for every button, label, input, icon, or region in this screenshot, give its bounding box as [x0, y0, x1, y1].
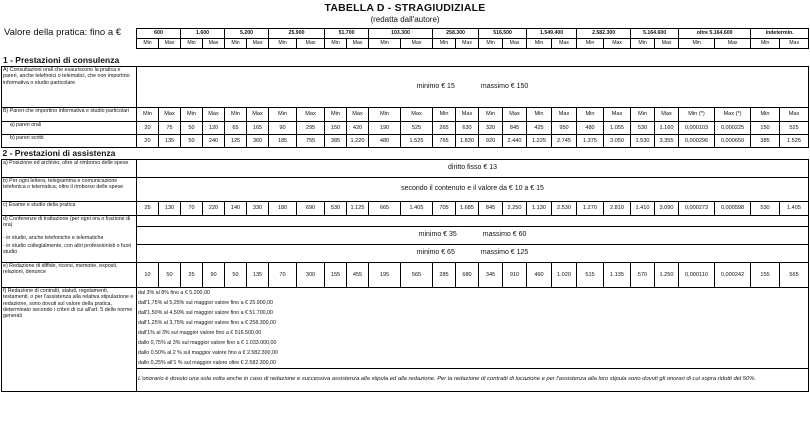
min-header: Min: [325, 108, 347, 122]
value-cell: 0,000225: [715, 122, 751, 135]
blank-cell: [137, 216, 809, 227]
min-header: Min: [369, 39, 401, 49]
row-consultazioni: [2, 67, 809, 108]
rate-text: dall'1,25% al 3,75% sul maggior valore fino a € 258.300,00: [137, 318, 809, 328]
value-cell: 190: [369, 122, 401, 135]
min-header: Min: [269, 108, 297, 122]
max-header: Max: [552, 108, 577, 122]
max-header: Max: [780, 39, 809, 49]
span-text: minimo € 35: [418, 231, 457, 239]
value-cell: 50: [159, 263, 181, 288]
conferenze-desc: d) Conferenze di trattazione (per ogni ora o frazione di ora): [3, 216, 131, 229]
value-cell: 20: [137, 135, 159, 148]
row-description: a) Posizione ed archivio, oltre al rimborso delle spese: [2, 160, 137, 178]
min-header: Min: [577, 39, 604, 49]
row-description: A) Consultazioni orali che esauriscono la pratica e pareri, anche telefonici o telematici, che non importino informativa o studio particolare: [2, 67, 137, 108]
value-cell: 755: [297, 135, 325, 148]
min-header: Min: [181, 39, 203, 49]
bracket-header: [136, 28, 809, 49]
value-cell: 950: [552, 122, 577, 135]
value-cell: 265: [433, 122, 456, 135]
value-cell: 150: [325, 122, 347, 135]
min-header: Min: [369, 108, 401, 122]
max-header: Max: [247, 39, 269, 49]
value-cell: 460: [527, 263, 552, 288]
value-cell: 0,000598: [715, 202, 751, 216]
row-contratti-rate: [2, 288, 809, 299]
tariff-table: [1, 66, 809, 392]
value-cell: 195: [369, 263, 401, 288]
value-cell: 565: [401, 263, 433, 288]
value-cell: 525: [401, 122, 433, 135]
value-cell: 845: [503, 122, 527, 135]
max-header: Max: [503, 39, 527, 49]
min-header: Min: [225, 39, 247, 49]
value-cell: 1.220: [347, 135, 369, 148]
value-cell: 1.405: [401, 202, 433, 216]
value-cell: 765: [433, 135, 456, 148]
min-header: Min: [751, 39, 780, 49]
value-cell: 125: [225, 135, 247, 148]
value-cell: 480: [369, 135, 401, 148]
value-cell: 420: [347, 122, 369, 135]
bracket-header-cell: 25.900: [269, 29, 325, 39]
value-cell: 680: [456, 263, 479, 288]
value-cell: 135: [159, 135, 181, 148]
value-cell: 530: [751, 202, 780, 216]
min-header: Min: [269, 39, 297, 49]
row-description: B) Pareri che importino informativa e studio particolari: [2, 108, 137, 122]
max-header: Max: [401, 108, 433, 122]
value-cell: 0,000110: [679, 263, 715, 288]
value-cell: 25: [137, 202, 159, 216]
value-cell: 150: [751, 122, 780, 135]
value-cell: 70: [269, 263, 297, 288]
value-cell: 2.745: [552, 135, 577, 148]
row-posizione-archivio: [2, 160, 809, 178]
value-cell: 65: [225, 122, 247, 135]
value-cell: 360: [247, 135, 269, 148]
row-pareri-scritti: [2, 135, 809, 148]
span-value: [137, 245, 809, 263]
value-cell: 3.355: [655, 135, 679, 148]
rate-text: dallo 0,75% al 3% sul maggior valore fino a € 1.033.000,00: [137, 338, 809, 348]
value-cell: 155: [751, 263, 780, 288]
conferenze-sub2: - in studio collegialmente, con altri professionisti o fuori studio: [3, 242, 132, 255]
max-header: Max: [456, 108, 479, 122]
value-cell: 515: [577, 263, 604, 288]
conferenze-sub1: - in studio, anche telefoniche e telematiche: [3, 234, 104, 241]
value-cell: 3.090: [655, 202, 679, 216]
max-header: Max: [401, 39, 433, 49]
value-cell: 1.375: [577, 135, 604, 148]
value-cell: 530: [631, 122, 655, 135]
value-cell: 1.525: [780, 135, 809, 148]
value-cell: 120: [203, 122, 225, 135]
bracket-header-cell: 1.549.400: [527, 29, 577, 39]
max-header: Max: [655, 39, 679, 49]
value-cell: 220: [203, 202, 225, 216]
max-header: Max: [715, 39, 751, 49]
max-header: Max: [159, 108, 181, 122]
span-value: [137, 227, 809, 245]
row-description: b) Per ogni lettera, telegramma e comunicazione telefonica o telematica, oltre il rimborso delle spese: [2, 178, 137, 202]
value-cell: 530: [325, 202, 347, 216]
value-cell: 565: [780, 263, 809, 288]
value-cell: 455: [347, 263, 369, 288]
min-header: Min: [433, 39, 456, 49]
value-cell: 1.225: [527, 135, 552, 148]
value-cell: 50: [181, 135, 203, 148]
value-cell: 0,000242: [715, 263, 751, 288]
value-cell: 295: [297, 122, 325, 135]
value-cell: 1.530: [631, 135, 655, 148]
value-cell: 1.270: [577, 202, 604, 216]
section-assistenza-title: 2 - Prestazioni di assistenza: [2, 147, 116, 158]
value-cell: 845: [479, 202, 503, 216]
span-text: minimo € 15: [416, 82, 455, 90]
value-cell: 165: [247, 122, 269, 135]
max-header: Max: [655, 108, 679, 122]
value-cell: 425: [527, 122, 552, 135]
page-subtitle: (redatta dall'autore): [370, 15, 440, 24]
rate-text: dallo 0,50% al 2 % sul maggior valore fino a € 2.582.300,00: [137, 348, 809, 358]
min-header: Min: [137, 39, 159, 49]
value-cell: 1.130: [527, 202, 552, 216]
span-value: [137, 178, 809, 202]
value-cell: 50: [181, 122, 203, 135]
value-cell: 2.440: [503, 135, 527, 148]
max-header: Max: [503, 108, 527, 122]
min-header: Min: [577, 108, 604, 122]
value-cell: 705: [433, 202, 456, 216]
value-cell: 130: [159, 202, 181, 216]
row-pareri: [2, 108, 809, 122]
bracket-header-cell: 103.300: [369, 29, 433, 39]
value-cell: 385: [751, 135, 780, 148]
value-cell: 330: [247, 202, 269, 216]
row-sublabel: a) pareri orali: [2, 122, 137, 135]
row-description: e) Redazione di diffide, ricorsi, memorie, esposti, relazioni, denunce: [2, 263, 137, 288]
row-esame-studio: [2, 202, 809, 216]
min-header: Min: [679, 39, 715, 49]
value-cell: 0,000296: [679, 135, 715, 148]
value-cell: 1.830: [456, 135, 479, 148]
value-cell: 285: [433, 263, 456, 288]
row-lettere: [2, 178, 809, 202]
span-value: [137, 67, 809, 108]
value-cell: 25: [181, 263, 203, 288]
max-header: Max: [297, 108, 325, 122]
row-description: [2, 216, 137, 263]
bracket-header-cell: 5.164.600: [631, 29, 679, 39]
value-cell: 1.125: [347, 202, 369, 216]
section-assistenza-row: [2, 148, 809, 160]
value-cell: 140: [225, 202, 247, 216]
value-cell: 2.810: [604, 202, 631, 216]
min-header: Min: [479, 39, 503, 49]
value-cell: 690: [297, 202, 325, 216]
max-header: Max: [604, 39, 631, 49]
value-cell: 10: [137, 263, 159, 288]
value-cell: 0,000273: [679, 202, 715, 216]
min-header: Min: [433, 108, 456, 122]
value-cell: 1.020: [552, 263, 577, 288]
max-header: Max: [780, 108, 809, 122]
value-cell: 1.685: [456, 202, 479, 216]
min-header: Min: [527, 108, 552, 122]
max-header: Max: [347, 108, 369, 122]
valore-label: Valore della pratica: fino a €: [4, 27, 122, 38]
span-text: secondo il contenuto e il valore da € 10 a € 15: [401, 185, 544, 193]
span-text: massimo € 125: [480, 249, 529, 257]
value-cell: 75: [159, 122, 181, 135]
min-header: Min: [631, 39, 655, 49]
min-header: Min (*): [679, 108, 715, 122]
value-cell: 1.055: [604, 122, 631, 135]
value-cell: 1.525: [401, 135, 433, 148]
bracket-header-cell: oltre 5.164.600: [679, 29, 751, 39]
rate-text: dal 3% al 8% fino a € 5.200,00: [137, 288, 809, 299]
max-header: Max: [552, 39, 577, 49]
value-cell: 300: [297, 263, 325, 288]
value-cell: 665: [369, 202, 401, 216]
value-cell: 1.135: [604, 263, 631, 288]
span-text: massimo € 60: [482, 231, 527, 239]
min-header: Min: [181, 108, 203, 122]
span-text: massimo € 150: [480, 82, 529, 90]
max-header: Max: [203, 108, 225, 122]
rate-text: dall'1,50% al 4,50% sul maggior valore fino a € 51.700,00: [137, 308, 809, 318]
min-header: Min: [325, 39, 347, 49]
span-text: minimo € 65: [416, 249, 455, 257]
bracket-header-cell: 1.600: [181, 29, 225, 39]
rate-text: dall'1% al 3% sul maggior valore fino a € 516.500,00: [137, 328, 809, 338]
value-cell: 135: [247, 263, 269, 288]
value-cell: 2.530: [552, 202, 577, 216]
rate-text: dallo 0,25% all'1 % sul maggior valore oltre € 2.582.300,00: [137, 358, 809, 369]
max-header: Max: [247, 108, 269, 122]
value-cell: 630: [456, 122, 479, 135]
value-cell: 910: [503, 263, 527, 288]
min-header: Min: [225, 108, 247, 122]
value-cell: 385: [325, 135, 347, 148]
value-cell: 50: [225, 263, 247, 288]
value-cell: 180: [269, 202, 297, 216]
value-cell: 3.050: [604, 135, 631, 148]
value-cell: 1.405: [780, 202, 809, 216]
value-cell: 240: [203, 135, 225, 148]
value-cell: 0,000103: [679, 122, 715, 135]
min-header: Min: [527, 39, 552, 49]
value-cell: 20: [137, 122, 159, 135]
bracket-header-cell: 516.500: [479, 29, 527, 39]
row-conferenze: [2, 216, 809, 227]
max-header: Max: [604, 108, 631, 122]
min-header: Min: [631, 108, 655, 122]
value-cell: 155: [325, 263, 347, 288]
bracket-header-cell: indetermin.: [751, 29, 809, 39]
row-sublabel: b) pareri scritti: [2, 135, 137, 148]
value-cell: 185: [269, 135, 297, 148]
section-consulenza-title: 1 - Prestazioni di consulenza: [3, 55, 120, 65]
value-cell: 90: [203, 263, 225, 288]
value-cell: 1.250: [655, 263, 679, 288]
row-redazione-diffide: [2, 263, 809, 288]
value-cell: 90: [269, 122, 297, 135]
value-cell: 0,000650: [715, 135, 751, 148]
span-value: [137, 160, 809, 178]
rate-text: dall'1,75% al 5,25% sul maggior valore fino a € 25.900,00: [137, 298, 809, 308]
max-header: Max: [159, 39, 181, 49]
value-cell: 920: [479, 135, 503, 148]
max-header: Max (*): [715, 108, 751, 122]
max-header: Max: [456, 39, 479, 49]
value-cell: 480: [577, 122, 604, 135]
row-pareri-orali: [2, 122, 809, 135]
value-cell: 70: [181, 202, 203, 216]
value-cell: 1.410: [631, 202, 655, 216]
min-header: Min: [751, 108, 780, 122]
page-title: TABELLA D - STRAGIUDIZIALE: [324, 2, 486, 14]
value-cell: 320: [479, 122, 503, 135]
bracket-header-cell: 51.700: [325, 29, 369, 39]
span-text: diritto fisso € 13: [448, 164, 498, 172]
max-header: Max: [347, 39, 369, 49]
bracket-header-cell: 600: [137, 29, 181, 39]
max-header: Max: [297, 39, 325, 49]
max-header: Max: [203, 39, 225, 49]
row-description: f) Redazione di contratti, statuti, regolamenti, testamenti, o per l'assistenza alla relativa stipulazione e redazione, sono dovuti sul valore della pratica, determinato secondo i criteri di cui all'art. 5 delle norme generali: [2, 288, 137, 392]
value-cell: 345: [479, 263, 503, 288]
bracket-header-cell: 258.300: [433, 29, 479, 39]
note-text: L'onorario è dovuto una sola volta anche in caso di redazione e successiva assistenza alla stipula ed alla redazione. Per la redazione di contratti di locazione e per l'assistenza alla loro stipula sono dovuti gli onorari di cui sopra ridotti del 50%.: [137, 369, 809, 392]
value-cell: 570: [631, 263, 655, 288]
value-cell: 1.160: [655, 122, 679, 135]
bracket-header-cell: 2.582.300: [577, 29, 631, 39]
min-header: Min: [137, 108, 159, 122]
value-cell: 525: [780, 122, 809, 135]
row-description: c) Esame e studio della pratica: [2, 202, 137, 216]
min-header: Min: [479, 108, 503, 122]
value-cell: 2.250: [503, 202, 527, 216]
bracket-header-cell: 5.200: [225, 29, 269, 39]
